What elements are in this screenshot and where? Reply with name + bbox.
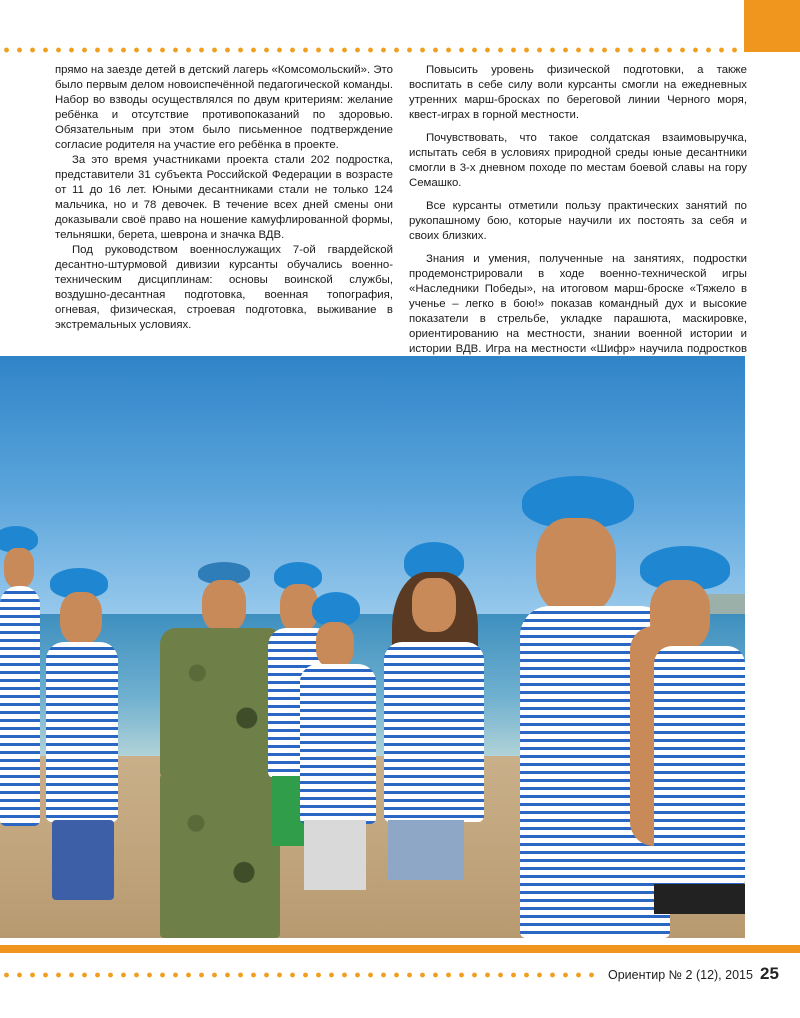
corner-accent-tab [744,0,800,52]
paragraph: Под руководством военнослужащих 7-ой гвардейской десантно-штурмовой дивизии курсанты обучались военно-техническим дисциплинам: основы воинской службы, воздушно-десантная подготовка, военная топография, огневая, физическая, строевая подготовка, выживание в экстремальных условиях. [55,244,393,331]
bottom-accent-band [0,945,800,953]
figure-boy-right [640,546,745,938]
beach-group-photo [0,356,745,938]
paragraph: прямо на заезде детей в детский лагерь «Комсомольский». Это было первым делом новоиспечённой педагогической команды. Набор во взводы осуществлялся по двум критериям: желание ребёнка и отсутствие противопоказаний по здоровью. Обязательным при этом было письменное подтверждение согласие родителя на участие его ребёнка в проекте. [55,64,393,151]
bottom-dotted-rule [0,972,600,978]
right-text-column [409,63,747,372]
top-dotted-rule [0,47,740,53]
left-text-column [55,63,393,333]
paragraph: Почувствовать, что такое солдатская взаимовыручка, испытать себя в условиях природной среды юные десантники смогли в 3-х дневном походе по местам боевой славы на гору Семашко. [409,132,747,189]
paragraph: Знания и умения, полученные на занятиях, подростки продемонстрировали в ходе военно-технической игры «Наследники Победы», на итоговом марш-броске «Тяжело в ученье – легко в бою!» показав командный дух и высокие показатели в стрельбе, укладке парашюта, маскировке, ориентированию на местности, знании военной истории и истории ВДВ. Игра на местности «Шифр» научила подростков [409,253,747,355]
figure-girl-shorts [296,592,382,938]
footer-publication: Ориентир № 2 (12), 2015 [608,968,753,982]
figure-girl-long-hair [374,542,494,938]
figure-boy-left [40,568,125,928]
figure-left-edge [0,526,40,906]
page-number: 25 [760,964,779,983]
paragraph: За это время участниками проекта стали 202 подростка, представители 31 субъекта Российской Федерации в возрасте от 11 до 16 лет. Юными десантниками стали не только 124 мальчика, но и 78 девочек. В течение всех дней смены они доказывали своё право на ношение камуфлированной формы, тельняшки, берета, шеврона и значка ВДВ. [55,154,393,241]
paragraph: Все курсанты отметили пользу практических занятий по рукопашному бою, которые научили их постоять за себя и своих близких. [409,200,747,242]
paragraph: Повысить уровень физической подготовки, а также воспитать в себе силу воли курсанты смогли на ежедневных утренних марш-бросках по береговой линии Черного моря, квест-играх в горной местности. [409,64,747,121]
